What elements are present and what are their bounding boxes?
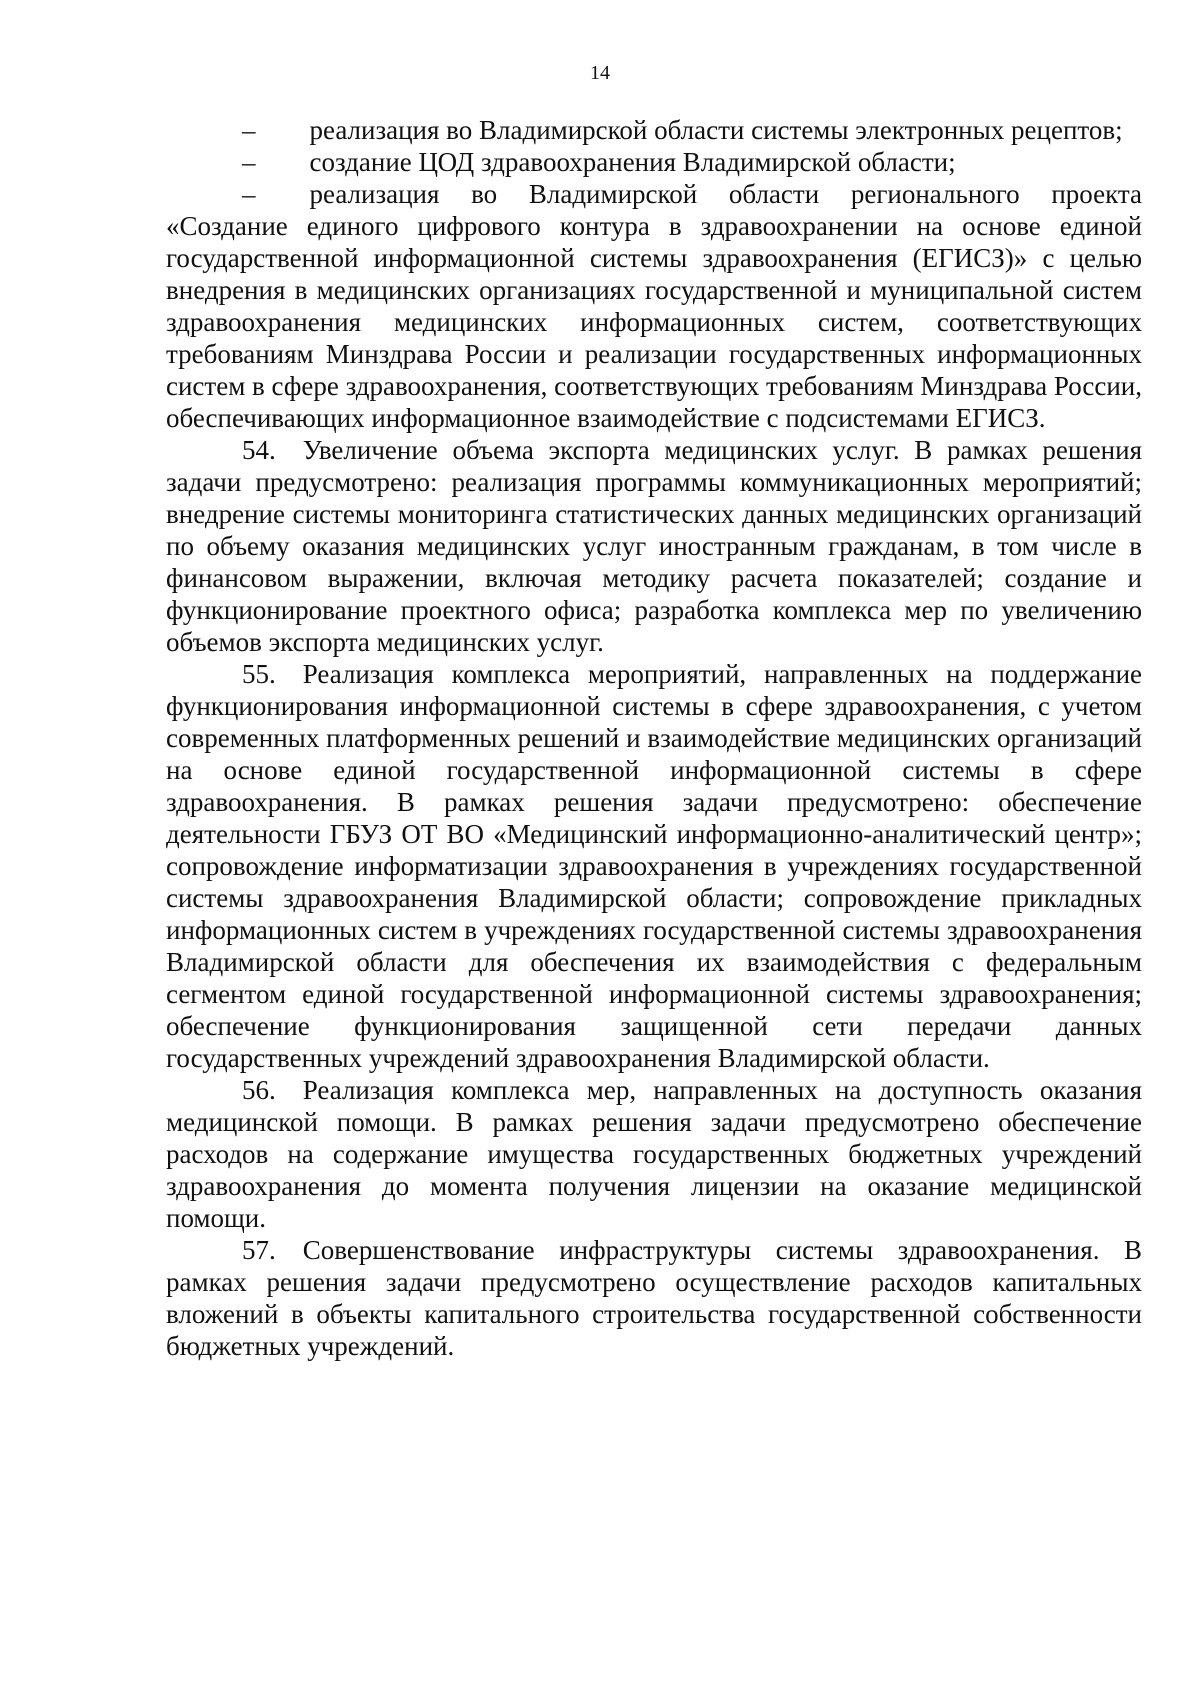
bullet-regional-project: – реализация во Владимирской области регионального проекта «Создание единого цифрового контура в здравоохранении на основе единой государственной информационной системы здравоохранения (ЕГИСЗ)» с целью внедрения в медицинских организациях государственной и муниципальной систем здравоохранения медицинских информационных систем, соответствующих требованиям Минздрава России и реализации государственных информационных систем в сфере здравоохранения, соответствующих требованиям Минздрава России, обеспечивающих информационное взаимодействие с подсистемами ЕГИСЗ.: [166, 179, 1142, 433]
paragraph-57: 57. Совершенствование инфраструктуры системы здравоохранения. В рамках решения задачи предусмотрено осуществление расходов капитальных вложений в объекты капитального строительства государственной собственности бюджетных учреждений.: [166, 1235, 1142, 1361]
paragraph-54: 54. Увеличение объема экспорта медицинских услуг. В рамках решения задачи предусмотрено: реализация программы коммуникационных мероприятий; внедрение системы мониторинга статистических данных медицинских организаций по объему оказания медицинских услуг иностранным гражданам, в том числе в финансовом выражении, включая методику расчета показателей; создание и функционирование проектного офиса; разработка комплекса мер по увеличению объемов экспорта медицинских услуг.: [166, 435, 1142, 657]
document-body: [166, 114, 1142, 1362]
paragraph-55: 55. Реализация комплекса мероприятий, направленных на поддержание функционирования информационной системы в сфере здравоохранения, с учетом современных платформенных решений и взаимодействие медицинских организаций на основе единой государственной информационной системы в сфере здравоохранения. В рамках решения задачи предусмотрено: обеспечение деятельности ГБУЗ ОТ ВО «Медицинский информационно-аналитический центр»; сопровождение информатизации здравоохранения в учреждениях государственной системы здравоохранения Владимирской области; сопровождение прикладных информационных систем в учреждениях государственной системы здравоохранения Владимирской области для обеспечения их взаимодействия с федеральным сегментом единой государственной информационной системы здравоохранения; обеспечение функционирования защищенной сети передачи данных государственных учреждений здравоохранения Владимирской области.: [166, 659, 1142, 1073]
paragraph-56: 56. Реализация комплекса мер, направленных на доступность оказания медицинской помощи. В рамках решения задачи предусмотрено обеспечение расходов на содержание имущества государственных бюджетных учреждений здравоохранения до момента получения лицензии на оказание медицинской помощи.: [166, 1075, 1142, 1233]
page-number: 14: [590, 62, 610, 84]
bullet-electronic-prescriptions: – реализация во Владимирской области системы электронных рецептов;: [242, 115, 1123, 145]
bullet-data-center: – создание ЦОД здравоохранения Владимирской области;: [242, 147, 956, 177]
